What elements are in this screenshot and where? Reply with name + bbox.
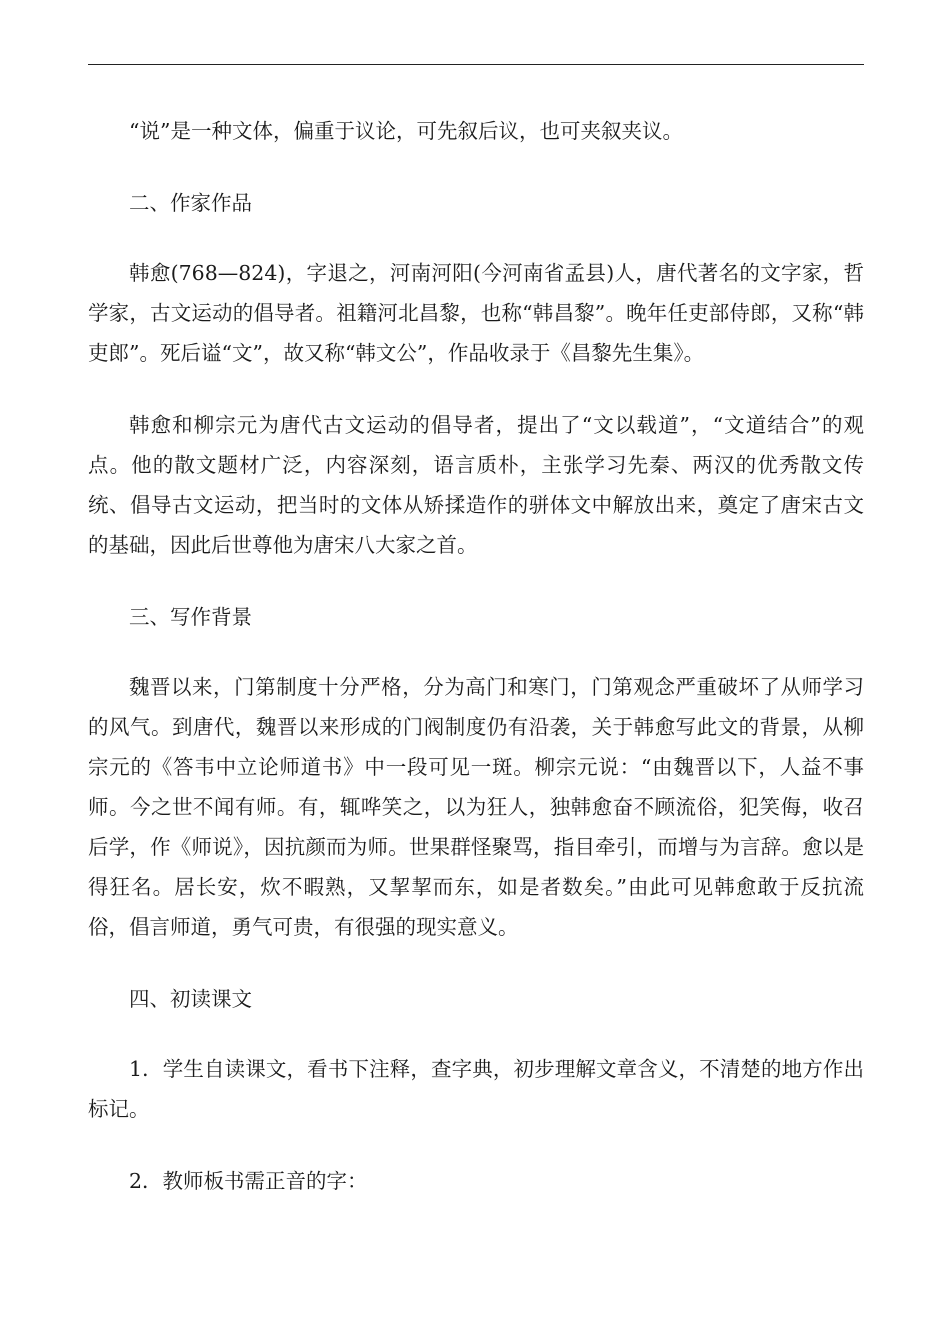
paragraph-reading-step-1: 1．学生自读课文，看书下注释，查字典，初步理解文章含义，不清楚的地方作出标记。 <box>88 1057 864 1121</box>
paragraph-ancient-prose-movement: 韩愈和柳宗元为唐代古文运动的倡导者，提出了“文以载道”，“文道结合”的观点。他的散文题材广泛，内容深刻，语言质朴，主张学习先秦、两汉的优秀散文传统、倡导古文运动，把当时的文体从矫揉造作的骈体文中解放出来，奠定了唐宋古文的基础，因此后世尊他为唐宋八大家之首。 <box>88 413 864 557</box>
paragraph-shuo-definition: “说”是一种文体，偏重于议论，可先叙后议，也可夹叙夹议。 <box>129 119 683 143</box>
document-body <box>88 111 864 1233</box>
section-heading-first-reading: 四、初读课文 <box>129 987 252 1011</box>
paragraph-han-yu-bio: 韩愈(768—824)，字退之，河南河阳(今河南省孟县)人，唐代著名的文字家，哲学家，古文运动的倡导者。祖籍河北昌黎，也称“韩昌黎”。晚年任吏部侍郎，又称“韩吏郎”。死后谥“文”，故又称“韩文公”，作品收录于《昌黎先生集》。 <box>88 261 864 365</box>
paragraph-writing-background: 魏晋以来，门第制度十分严格，分为高门和寒门，门第观念严重破坏了从师学习的风气。到唐代，魏晋以来形成的门阀制度仍有沿袭，关于韩愈写此文的背景，从柳宗元的《答韦中立论师道书》中一段可见一斑。柳宗元说：“由魏晋以下，人益不事师。今之世不闻有师。有，辄哗笑之，以为狂人，独韩愈奋不顾流俗，犯笑侮，收召后学，作《师说》，因抗颜而为师。世果群怪聚骂，指目牵引，而增与为言辞。愈以是得狂名。居长安，炊不暇熟，又挈挈而东，如是者数矣。”由此可见韩愈敢于反抗流俗，倡言师道，勇气可贵，有很强的现实意义。 <box>88 675 864 939</box>
section-heading-background: 三、写作背景 <box>129 605 252 629</box>
paragraph-reading-step-2: 2．教师板书需正音的字： <box>129 1169 368 1193</box>
header-rule <box>88 64 864 65</box>
section-heading-author-works: 二、作家作品 <box>129 191 252 215</box>
